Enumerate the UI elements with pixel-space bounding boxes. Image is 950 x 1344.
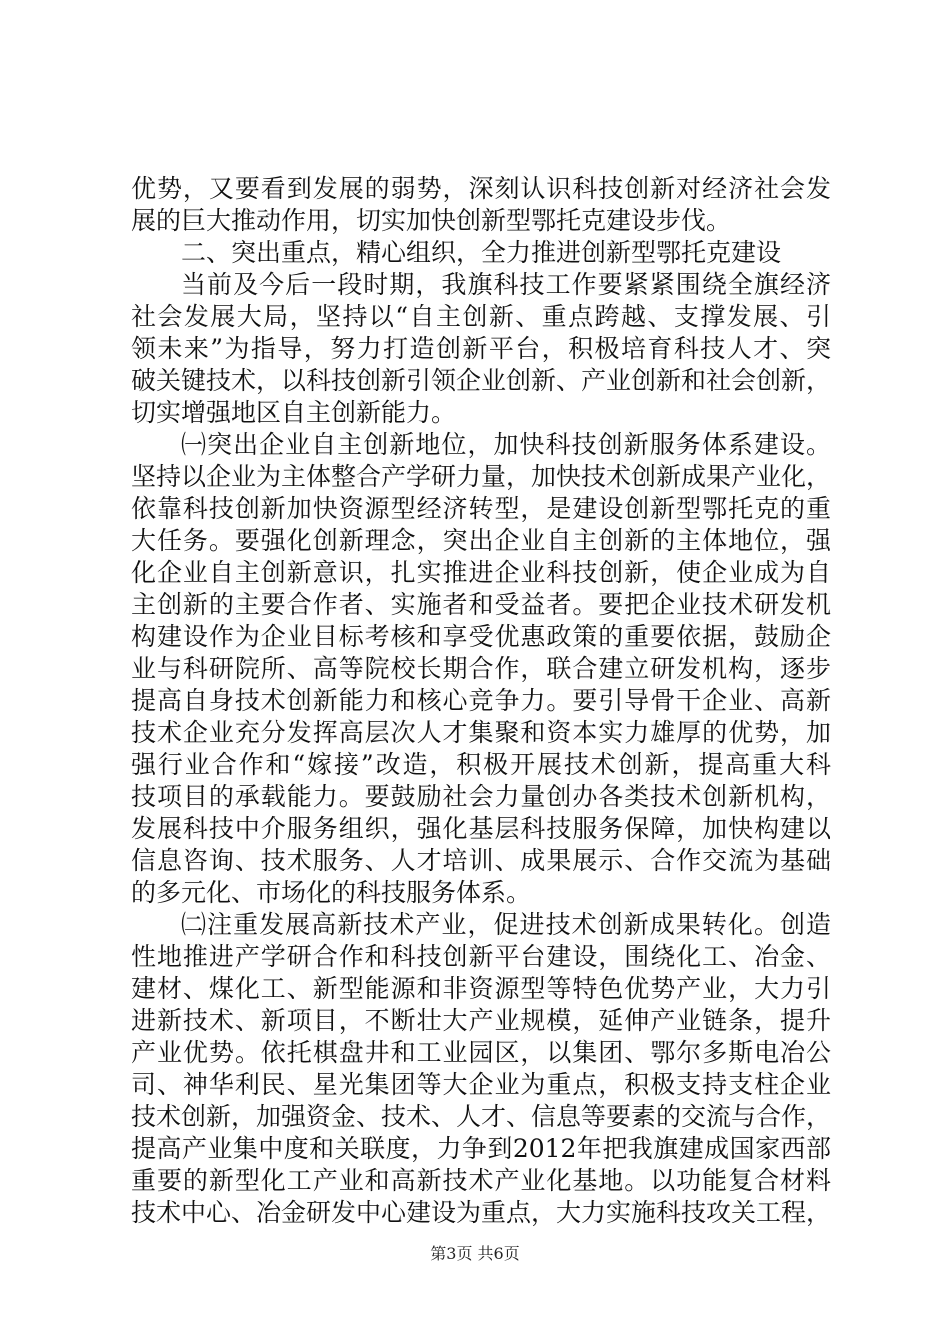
text-line: 大任务。要强化创新理念，突出企业自主创新的主体地位，强 <box>131 526 831 555</box>
text-line: 破关键技术，以科技创新引领企业创新、产业创新和社会创新， <box>131 366 832 395</box>
text-line: 构建设作为企业目标考核和享受优惠政策的重要依据，鼓励企 <box>131 622 831 651</box>
document-body <box>131 173 831 1229</box>
text-line: 发展科技中介服务组织，强化基层科技服务保障，加快构建以 <box>131 814 831 843</box>
text-line: 重要的新型化工产业和高新技术产业化基地。以功能复合材料 <box>131 1166 831 1195</box>
text-line: 强行业合作和“嫁接”改造，积极开展技术创新，提高重大科 <box>131 750 831 779</box>
section-heading <box>131 237 831 269</box>
text-line: 技项目的承载能力。要鼓励社会力量创办各类技术创新机构， <box>131 782 831 811</box>
text-line: 进新技术、新项目，不断壮大产业规模，延伸产业链条，提升 <box>131 1006 831 1035</box>
text-line: 二、突出重点，精心组织，全力推进创新型鄂托克建设 <box>181 238 782 267</box>
text-line: 建材、煤化工、新型能源和非资源型等特色优势产业，大力引 <box>131 974 831 1003</box>
text-line: 的多元化、市场化的科技服务体系。 <box>131 878 532 907</box>
paragraph <box>131 173 831 237</box>
text-line: 依靠科技创新加快资源型经济转型，是建设创新型鄂托克的重 <box>131 494 831 523</box>
text-line: 化企业自主创新意识，扎实推进企业科技创新，使企业成为自 <box>131 558 831 587</box>
paragraph <box>131 909 831 1229</box>
text-line: 技术创新，加强资金、技术、人才、信息等要素的交流与合作， <box>131 1102 832 1131</box>
text-line: ㈠突出企业自主创新地位，加快科技创新服务体系建设。 <box>181 430 831 459</box>
paragraph <box>131 269 831 429</box>
page-footer: 第3页 共6页 <box>430 1244 520 1263</box>
text-line: 社会发展大局，坚持以“自主创新、重点跨越、支撑发展、引 <box>131 302 831 331</box>
text-line: 领未来”为指导，努力打造创新平台，积极培育科技人才、突 <box>131 334 831 363</box>
text-line: 优势，又要看到发展的弱势，深刻认识科技创新对经济社会发 <box>131 174 831 203</box>
text-line: 展的巨大推动作用，切实加快创新型鄂托克建设步伐。 <box>131 206 732 235</box>
text-line: 业与科研院所、高等院校长期合作，联合建立研发机构，逐步 <box>131 654 831 683</box>
text-line: 主创新的主要合作者、实施者和受益者。要把企业技术研发机 <box>131 590 831 619</box>
text-line: 提高自身技术创新能力和核心竞争力。要引导骨干企业、高新 <box>131 686 831 715</box>
text-line: 技术中心、冶金研发中心建设为重点，大力实施科技攻关工程， <box>131 1198 832 1227</box>
text-line: 切实增强地区自主创新能力。 <box>131 398 457 427</box>
paragraph <box>131 429 831 909</box>
text-line: 产业优势。依托棋盘井和工业园区，以集团、鄂尔多斯电冶公 <box>131 1038 831 1067</box>
text-line: 司、神华利民、星光集团等大企业为重点，积极支持支柱企业 <box>131 1070 831 1099</box>
text-line: 性地推进产学研合作和科技创新平台建设，围绕化工、冶金、 <box>131 942 831 971</box>
text-line: 当前及今后一段时期，我旗科技工作要紧紧围绕全旗经济 <box>181 270 831 299</box>
text-line: 信息咨询、技术服务、人才培训、成果展示、合作交流为基础 <box>131 846 831 875</box>
text-line: 提高产业集中度和关联度，力争到2012年把我旗建成国家西部 <box>131 1134 831 1163</box>
text-line: ㈡注重发展高新技术产业，促进技术创新成果转化。创造 <box>181 910 831 939</box>
text-line: 技术企业充分发挥高层次人才集聚和资本实力雄厚的优势，加 <box>131 718 831 747</box>
text-line: 坚持以企业为主体整合产学研力量，加快技术创新成果产业化， <box>131 462 832 491</box>
